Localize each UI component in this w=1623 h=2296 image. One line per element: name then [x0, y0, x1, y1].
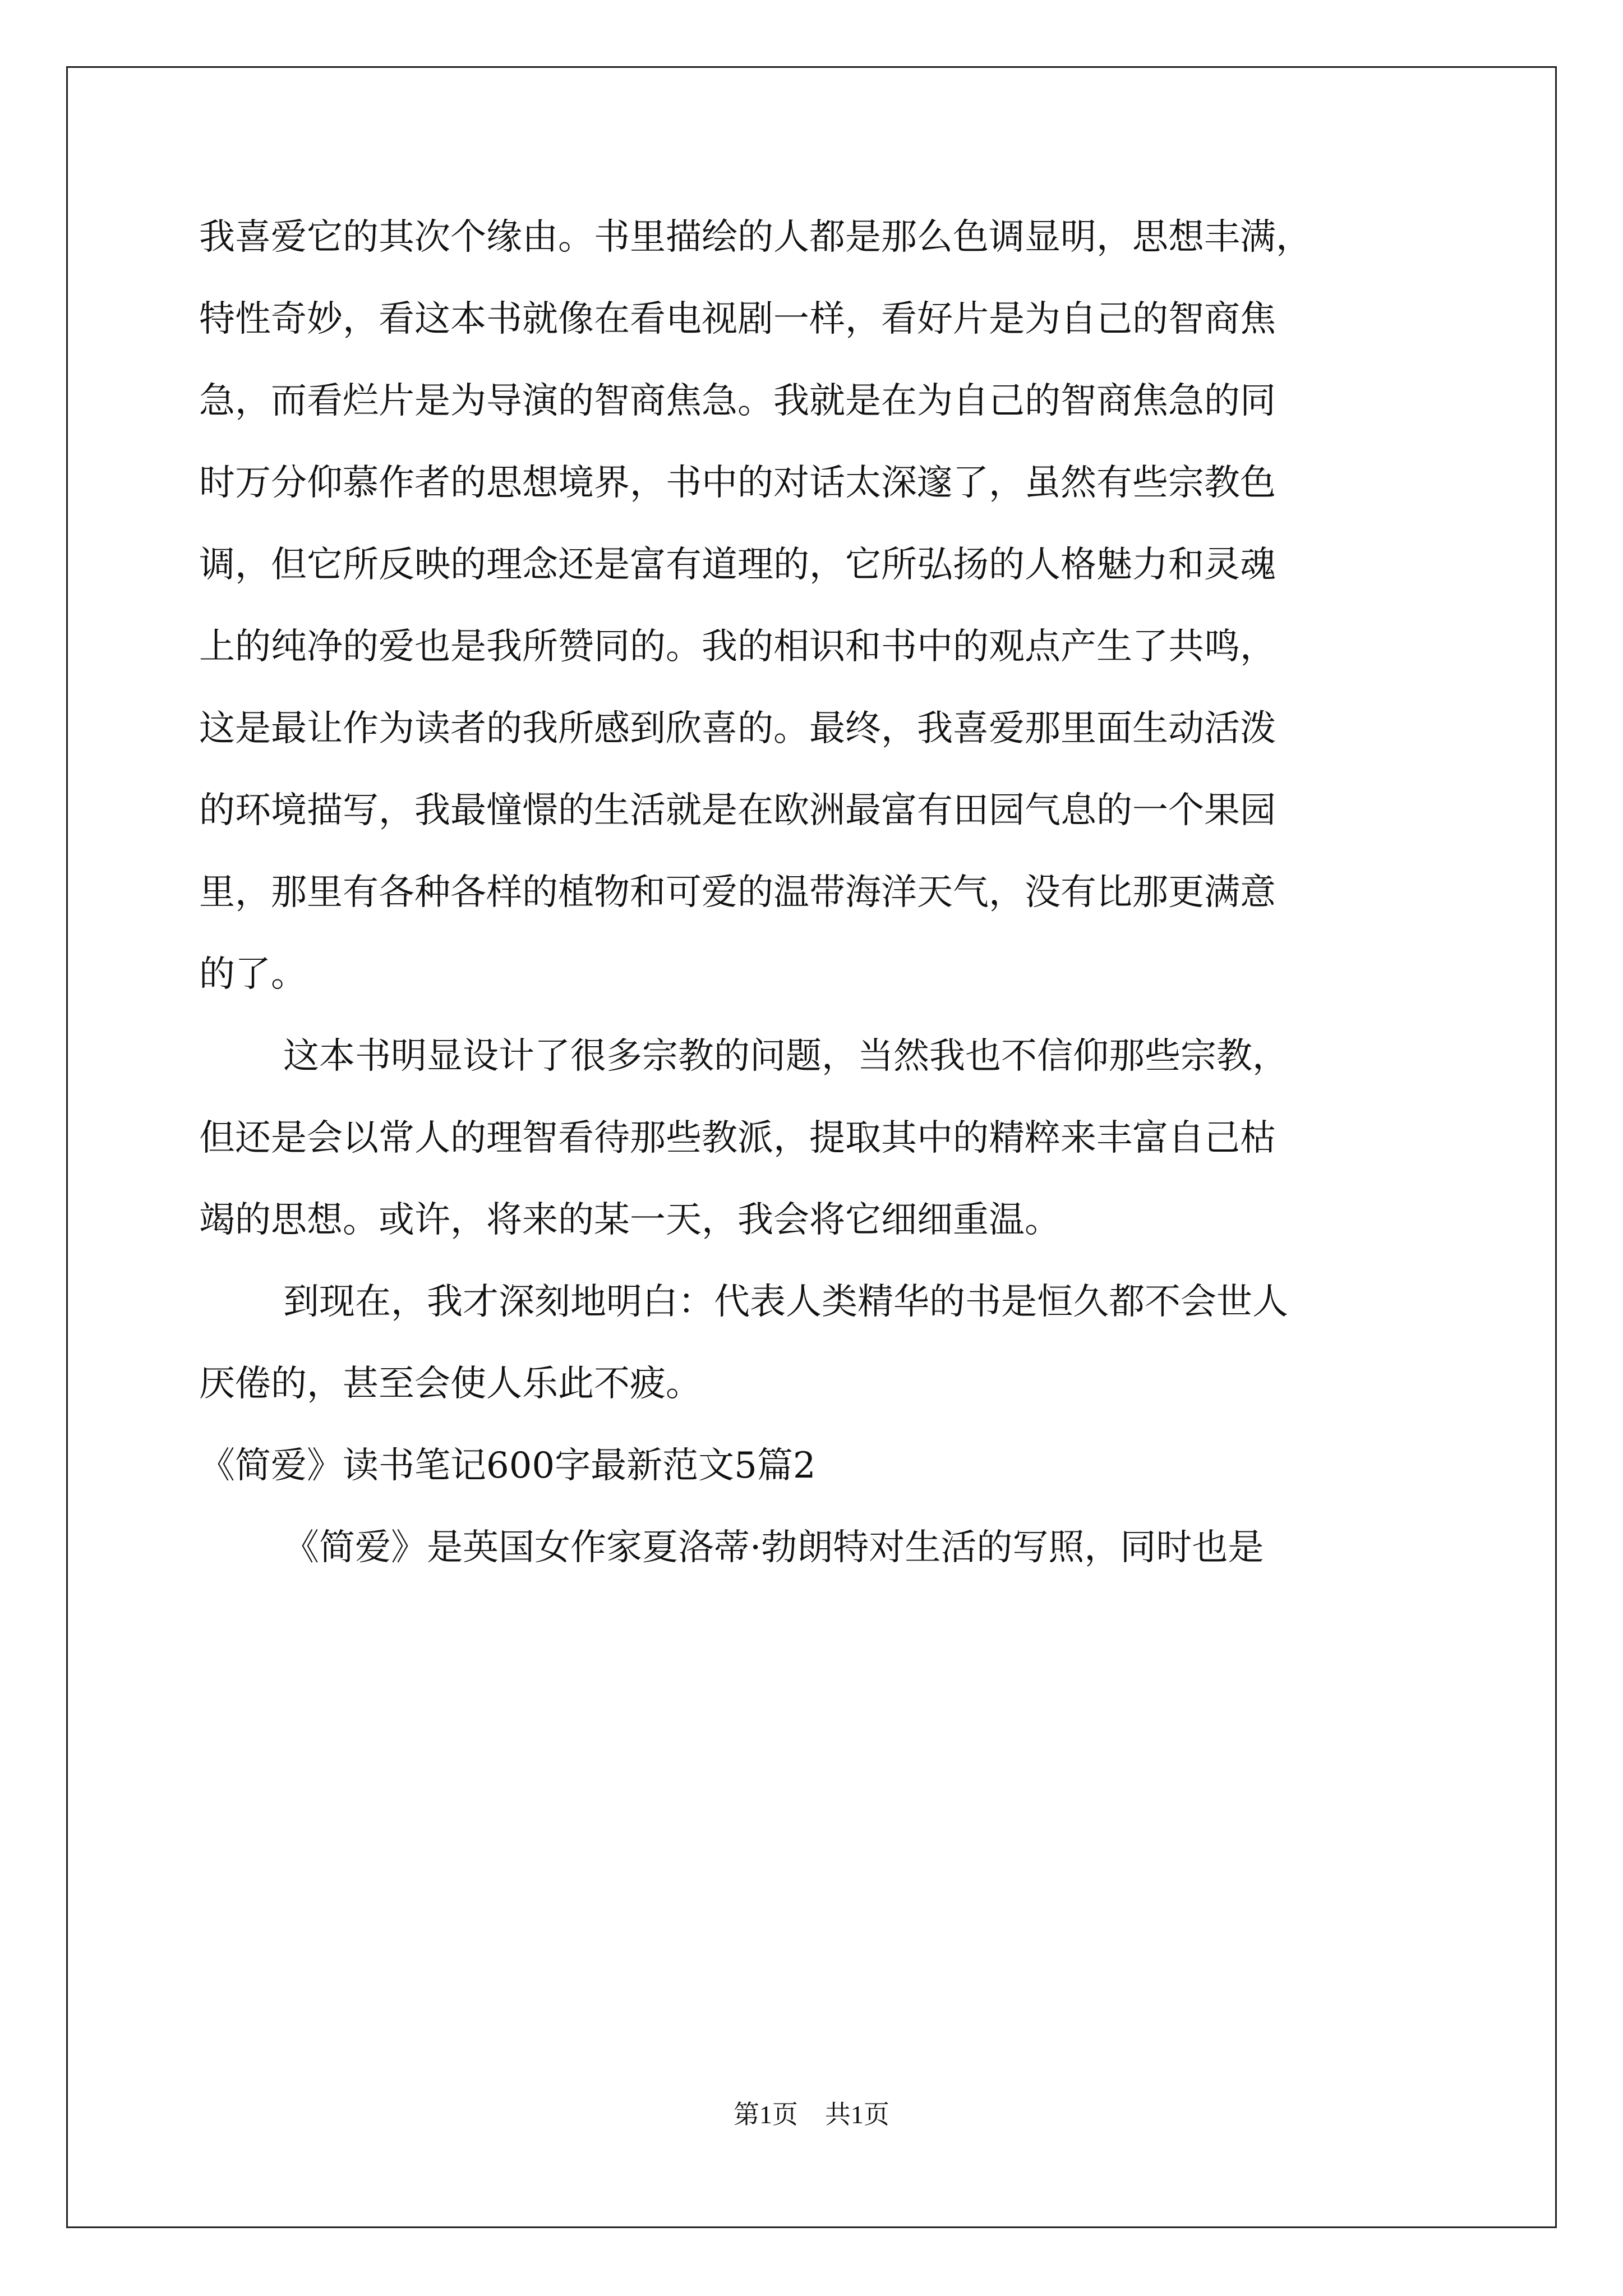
paragraph-3: 到现在，我才深刻地明白：代表人类精华的书是恒久都不会世人 厌倦的，甚至会使人乐此不疲。: [199, 1281, 1288, 1405]
paragraph-4: 《简爱》是英国女作家夏洛蒂·勃朗特对生活的写照，同时也是: [283, 1527, 1264, 1568]
page-total: 共1页: [825, 2100, 889, 2129]
section-heading: 《简爱》读书笔记600字最新范文5篇2: [199, 1445, 816, 1487]
page-footer: [0, 2098, 1623, 2132]
paragraph-2: 这本书明显设计了很多宗教的问题，当然我也不信仰那些宗教， 但还是会以常人的理智看待那些教派，提取其中的精粹来丰富自己枯 竭的思想。或许，将来的某一天，我会将它细细重温。: [199, 1036, 1288, 1241]
document-body: [199, 196, 1430, 1589]
page-number: 第1页: [734, 2100, 798, 2129]
paragraph-1: 我喜爱它的其次个缘由。书里描绘的人都是那么色调显明，思想丰满， 特性奇妙，看这本书就像在看电视剧一样，看好片是为自己的智商焦 急，而看烂片是为导演的智商焦急。我就是在为自己的智商焦急的同 时万分仰慕作者的思想境界，书中的对话太深邃了，虽然有些宗教色 调，但它所反映的理念还是富有道理的，它所弘扬的人格魅力和灵魂 上的纯净的爱也是我所赞同的。我的相识和书中的观点产生了共鸣， 这是最让作为读者的我所感到欣喜的。最终，我喜爱那里面生动活泼 的环境描写，我最憧憬的生活就是在欧洲最富有田园气息的一个果园 里，那里有各种各样的植物和可爱的温带海洋天气，没有比那更满意 的了。: [199, 217, 1312, 995]
